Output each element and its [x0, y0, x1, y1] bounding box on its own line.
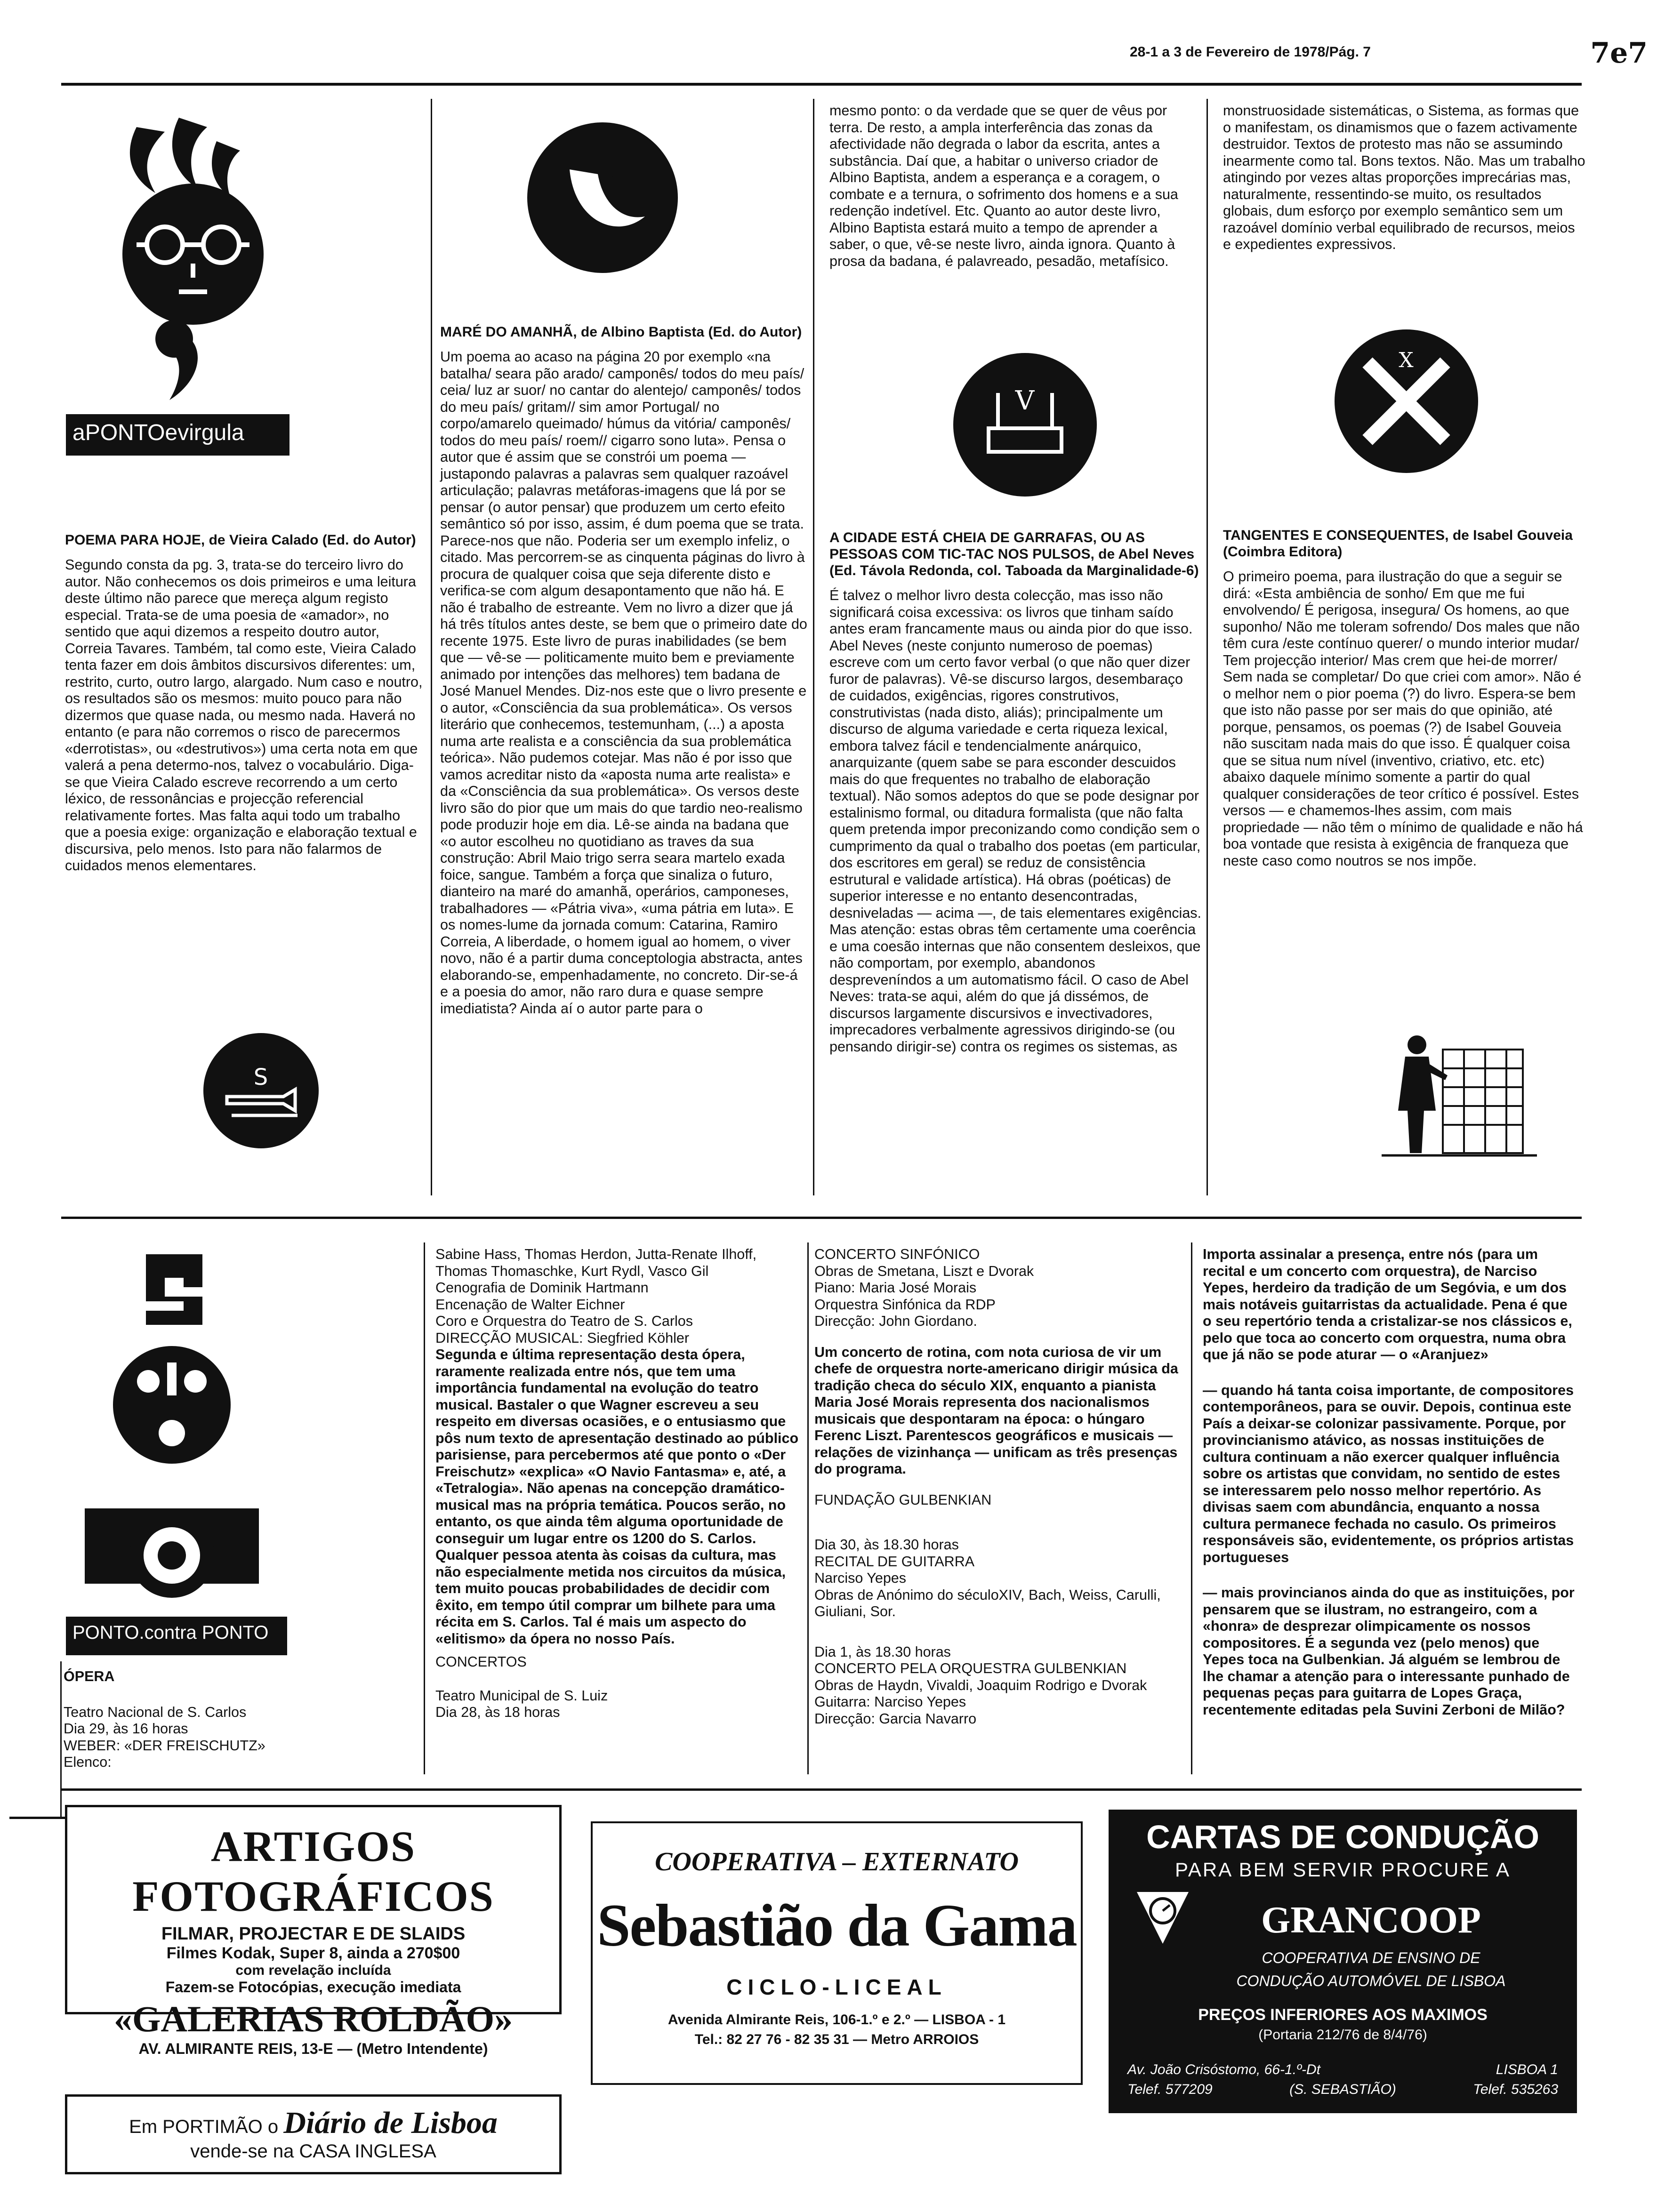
opera-heading: ÓPERA [64, 1668, 115, 1684]
article-poema-para-hoje [65, 532, 425, 881]
emblem-letter: S [253, 1064, 268, 1090]
column-rule-6 [1191, 1242, 1192, 1774]
article-cidade-garrafas [829, 529, 1201, 1062]
ad-phone-right: Telef. 535263 [1473, 2082, 1558, 2097]
ad-portaria: (Portaria 212/76 de 8/4/76) [1258, 2027, 1427, 2043]
ad-coop-line: COOPERATIVA DE ENSINO DE [1262, 1949, 1480, 1966]
ad-line: FILMAR, PROJECTAR E DE SLAIDS [161, 1924, 466, 1944]
ad-portimao [65, 2094, 562, 2174]
ad-phone-mid: (S. SEBASTIÃO) [1289, 2082, 1396, 2097]
ad-phone-row [1109, 2082, 1577, 2098]
ad-address-row [1109, 2062, 1577, 2078]
article-body: É talvez o melhor livro desta colecção, mas isso não significará coisa excessiva: os livros que tinham saído antes eram francamente maus ou ainda pior do que isso. Abel Neves (neste conjunto numeroso de poemas) escreve com um certo favor verbal (o que não quer dizer furor de palavras). Vê-se discurso largos, desembaraço de cuidados, exigências, rigores construtivos, construtivistas (nada disto, aliás); principalmente um discurso de alguma variedade e certa riqueza lexical, embora talvez fácil e tendencialmente anárquico, anarquizante (quem sabe se para esconder descuidos mais do que frequentes no trabalho de elaboração textual). Não somos adeptos do que se pode designar por estalinismo formal, ou ditadura formalista (que não falta quem pretenda impor preconizando como condição sem o cumprimento da qual o trabalho dos poetas (em particular, dos escritores em geral) se reduz de consistência estrutural e validade artística). Há obras (poéticas) de superior interesse e no entanto desencontradas, desniveladas — acima —, de tais elementares exigências. Mas atenção: estas obras têm certamente uma coerência e uma coesão internas que não consentem desleixos, que não comportam, por exemplo, abandonos despreveníndos a um automatismo fácil. O caso de Abel Neves: trata-se aqui, além do que já dissémos, de discursos largamente discursivos e invectivadores, imprecadores verbalmente agressivos dirigindo-se (ou pensando dirigir-se) contra os regimes os sistemas, as [829, 587, 1202, 1055]
article-body: Segundo consta da pg. 3, trata-se do terceiro livro do autor. Não conhecemos os dois primeiros e uma leitura deste último não parece que mereça algum registo especial. Trata-se de uma poesia de «amador», no sentido que aqui dizemos a respeito doutro autor, Correia Tavares. Também, tal como este, Vieira Calado tenta fazer em dois âmbitos discursivos diferentes: um, restrito, curto, outro largo, alargado. Num caso e noutro, os resultados são os mesmos: muito pouco para não dizermos que quase nada, ou mesmo nada. Haverá no entanto (e para não corremos o risco de parecermos «derrotistas», ou «destrutivos») uma certa nota em que valerá a pena determo-nos, talvez o vocabulário. Diga-se que Vieira Calado escreve recorrendo a um certo léxico, de ressonâncias e projecção referencial relativamente fortes. Mas falta aqui todo um trabalho que a poesia exige: organização e elaboração textual e discursiva, pelo menos. Isto para não falarmos de cuidados menos elementares. [65, 557, 423, 874]
yepes-commentary [1203, 1246, 1579, 1725]
opera-listing [64, 1668, 421, 1771]
opera-commentary: Segunda e última representação desta ópera, raramente realizada entre nós, que tem uma importância fundamental na evolução do teatro musical. Bastaler o que Wagner escreveu a seu respeito em diversas ocasiões, e o entusiasmo que pôs num texto de apresentação destinado ao público parisiense, para percebermos até que ponto o «Der Freischutz» «explica» «O Navio Fantasma» e, até, a «Tetralogia». Não apenas na concepção dramático-musical mas na própria temática. Poucos serão, no entanto, os que ainda têm alguma oportunidade de conseguir um lugar entre os 1200 do S. Carlos. Qualquer pessoa atenta às coisas da cultura, mas não especialmente metida nos circuitos da música, tem muito poucas probabilidades de decidir com êxito, em tempo útil comprar um bilhete para uma récita em S. Carlos. Tal é mais um aspecto do «elitismo» da ópera no nosso País. [435, 1346, 799, 1647]
ad-address-left: Av. João Crisóstomo, 66-1.º-Dt [1127, 2062, 1320, 2077]
gulbenkian-heading: FUNDAÇÃO GULBENKIAN [814, 1491, 992, 1508]
section-emblem-ponto-contra-ponto [66, 1245, 282, 1621]
sinfonico-commentary: Um concerto de rotina, com nota curiosa de vir um chefe de orquestra norte-americano dirigir música da tradição checa do século XIX, enquanto a pianista Maria José Morais representa dos nacionalismos musicais que despontaram na época: o húngaro Ferenc Liszt. Parentescos geográficos e musicais — relações de vizinhança — unificam as três presenças do programa. [814, 1344, 1178, 1477]
ad-brand: GRANCOOP [1261, 1899, 1481, 1941]
left-margin-rule [60, 1661, 62, 1817]
ad-paper-name: Diário de Lisboa [283, 2106, 498, 2140]
article-title: TANGENTES E CONSEQUENTES, de Isabel Gouveia (Coimbra Editora) [1223, 528, 1573, 560]
ad-line: Fazem-se Fotocópias, execução imediata [165, 1979, 461, 1996]
yepes-commentary-2: — quando há tanta coisa importante, de compositores contemporâneos, para se ouvir. Depois, continua este País a deixar-se colonizar passivamente. Porque, por provincianismo atávico, as nossas instituições de cultura continuam a não exercer qualquer influência sobre os artistas que convidam, no sentido de estes se interessarem pelo nosso melhor repertório. As divisas saem com abundância, enquanto a nossa cultura permanece fechada no casulo. Os primeiros responsáveis são, evidentemente, os próprios artistas portugueses [1203, 1382, 1574, 1565]
ad-sebastiao-da-gama [591, 1821, 1083, 2085]
ad-phone-left: Telef. 577209 [1127, 2082, 1213, 2097]
column-rule-3 [1207, 99, 1208, 1195]
article-title: A CIDADE ESTÁ CHEIA DE GARRAFAS, OU AS PESSOAS COM TIC-TAC NOS PULSOS, de Abel Neves (Ed. Távola Redonda, col. Taboada da Marginalidade-6) [829, 530, 1199, 578]
ad-coop-line: CONDUÇÃO AUTOMÓVEL DE LISBOA [1236, 1972, 1506, 1989]
column-rule-1 [431, 99, 432, 1195]
yepes-commentary-3: — mais provincianos ainda do que as instituições, por pensarem que se ilustram, no estrangeiro, com a «honra» de desprezar olimpicamente os nossos compositores. É a segunda vez (pelo menos) que Yepes toca na Gulbenkian. Já alguém se lembrou de lhe chamar a atenção para o interessante punhado de pequenas peças para guitarra de Lopes Graça, recentemente editadas pela Suvini Zerboni de Milão? [1203, 1585, 1575, 1718]
ad-title: CARTAS DE CONDUÇÃO [1146, 1819, 1539, 1855]
section-emblem-ponto-virgula [66, 99, 287, 400]
ad-cartas-de-conducao [1109, 1810, 1577, 2113]
column-rule-4 [424, 1242, 425, 1774]
emblem-v-frame-circle [953, 353, 1097, 497]
gulbenkian-concert-listing: Dia 1, às 18.30 horas CONCERTO PELA ORQUESTRA GULBENKIAN Obras de Haydn, Vivaldi, Joaquim Rodrigo e Dvorak Guitarra: Narciso Yepes Direcção: Garcia Navarro [814, 1643, 1147, 1727]
sinfonico-listing: CONCERTO SINFÓNICO Obras de Smetana, Liszt e Dvorak Piano: Maria José Morais Orquestra Sinfónica da RDP Direcção: John Giordano. [814, 1246, 1034, 1329]
publication-logo: 7e7 [1590, 37, 1648, 70]
section-label-ponto-virgula: aPONTOevirgula [66, 414, 290, 456]
engraving-illustration [1372, 993, 1546, 1167]
ad-logo [1132, 1887, 1193, 1948]
ad-portimao-line [67, 2105, 559, 2141]
emblem-s-circle [203, 1033, 319, 1148]
ad-suffix: vende-se na CASA INGLESA [190, 2141, 436, 2162]
concert-listings [814, 1246, 1186, 1727]
article-tangentes [1223, 527, 1585, 876]
ad-sub: PARA BEM SERVIR PROCURE A [1175, 1859, 1511, 1881]
ads-top-rule [61, 1788, 1582, 1791]
ad-address-right: LISBOA 1 [1496, 2062, 1558, 2077]
article-body: O primeiro poema, para ilustração do que a seguir se dirá: «Esta ambiência de sonho/ Em que me fui envolvendo/ É perigosa, insegura/ Os homens, ao que suponho/ Não me toleram sofrendo/ Dos males que não têm cura /este contínuo querer/ o mundo interior mudar/ Tem projecção interior/ Mas crem que hei-de morrer/ Sem nada se completar/ Do que criei com amor». Não é o melhor nem o pior poema (?) do livro. Espera-se bem que isto não passe por ser mais do que opinião, até porque, pensamos, os poemas (?) de Isabel Gouveia não suscitam nada mais do que isso. É qualquer coisa que se situa num nível (inventivo, criativo, etc. etc) abaixo daquele mínimo somente a partir do qual qualquer considerações de teor crítico é possível. Estes versos — e chamemos-lhes assim, com mais propriedade — não têm o mínimo de qualidade e não há boa vontade que resista à exigência de franqueza que neste caso como noutros se nos impõe. [1223, 569, 1583, 869]
concertos-heading: CONCERTOS [435, 1654, 527, 1670]
left-tick [9, 1817, 66, 1819]
opera-cast-block [435, 1246, 803, 1721]
issue-date: 28-1 a 3 de Fevereiro de 1978/Pág. 7 [1130, 44, 1371, 60]
yepes-commentary-1: Importa assinalar a presença, entre nós (para um recital e um concerto com orquestra), de Narciso Yepes, herdeiro da tradição de um Segóvia, e um dos mais notáveis guitarristas da actualidade. Pena é que o seu repertório tenda a cristalizar-se nos clássicos e, pelo que toca ao concerto com orquestra, numa obra que já não se pode aturar — o «Aranjuez» [1203, 1246, 1572, 1362]
recital-listing: Dia 30, às 18.30 horas RECITAL DE GUITARRA Narciso Yepes Obras de Anónimo do séculoXIV, Bach, Weiss, Carulli, Giuliani, Sor. [814, 1537, 1161, 1619]
article-title: POEMA PARA HOJE, de Vieira Calado (Ed. do Autor) [65, 532, 416, 548]
article-mare-do-amanha [440, 324, 807, 1024]
opera-cast: Sabine Hass, Thomas Herdon, Jutta-Renate Ilhoff, Thomas Thomaschke, Kurt Rydl, Vasco Gil Cenografia de Dominik Hartmann Encenação de Walter Eichner Coro e Orquestra do Teatro de S. Carlos DIRECÇÃO MUSICAL: Siegfried Köhler [435, 1246, 757, 1346]
article-title: MARÉ DO AMANHÃ, de Albino Baptista (Ed. do Autor) [440, 324, 802, 340]
ad-school-name: Sebastião da Gama [597, 1892, 1077, 1959]
opera-venue: Teatro Nacional de S. Carlos Dia 29, às 16 horas WEBER: «DER FREISCHUTZ» Elenco: [64, 1704, 265, 1770]
emblem-x-circle [1335, 329, 1478, 473]
section-label-ponto-contra-ponto: PONTO.contra PONTO [66, 1617, 287, 1655]
ad-artigos-fotograficos [65, 1805, 562, 2057]
emblem-letter: V [1015, 385, 1035, 416]
page-header [1130, 37, 1648, 70]
column-rule-2 [813, 99, 814, 1195]
header-rule [61, 83, 1582, 86]
article-body: Um poema ao acaso na página 20 por exemplo «na batalha/ seara pão arado/ camponês/ todos do meu país/ ceia/ luz ar suor/ no cantar do alentejo/ camponês/ todos do meu país/ gritam// sim amor Portugal/ no corpo/amarelo queimado/ húmus da vitória/ camponês/ todos do meu país/ roem// cigarro sono luta». Pensa o autor que é assim que se constrói um poema — justapondo palavras a palavras sem qualquer razoável articulação; palavras metáforas-imagens que lá por se pensar (o autor pensar) que produzem um certo efeito semântico só por isso, assim, é dum poema que se trata. Parece-nos que não. Poderia ser um exemplo infeliz, o citado. Mas percorrem-se as cinquenta páginas do livro à procura de qualquer coisa que seja diferente disto e verifica-se com algum desapontamento que não há. E não é trabalho de estreante. Vem no livro a dizer que já há três títulos antes deste, se bem que o primeiro date do recente 1975. Este livro de puras inabilidades (se bem que — vê-se — politicamente muito bem e previamente animado por intenções das melhores) tem badana de José Manuel Mendes. Diz-nos este que o livro presente e o autor, «Consciência da sua problemática». Os versos literário que conhecemos, testemunham, (...) a aposta numa arte realista e a consciência da sua problemática teórica». Não pudemos cotejar. Mas não é por isso que vamos acreditar nisto da «aposta numa arte realista» e da «Consciência da sua problemática». Os versos deste livro são do pior que um mais do que tardio neo-realismo pode produzir hoje em dia. Lê-se ainda na badana que «o autor escolheu no quotidiano as traves da sua construção: Abril Maio trigo serra seara martelo exada foice, sangue. Também a força que sinaliza o futuro, dianteiro na maré do amanhã, operários, camponeses, trabalhadores — «Pátria viva», «uma pátria em luta». E os nomes-lume da jornada comum: Catarina, Ramiro Correia, A liberdade, o homem igual ao homem, o viver novo, não é a partir duma conceptologia abstracta, antes elaborando-se, empenhadamente, no concreto. Dir-se-á e a poesia do amor, não raro dura e quase sempre imediatista? Ainda aí o autor parte para o [440, 349, 807, 1017]
ad-line: com revelação incluída [235, 1963, 391, 1978]
section-divider [61, 1217, 1582, 1219]
emblem-letter: V [597, 164, 617, 195]
emblem-letter: X [1399, 348, 1414, 372]
ad-prices: PREÇOS INFERIORES AOS MAXIMOS [1198, 2006, 1488, 2024]
article-continuation: monstruosidade sistemáticas, o Sistema, as formas que o manifestam, os dinamismos que o fazem activamente destruidor. Textos de protesto mas não se assumindo inearmente como tal. Bons textos. Não. Mas um trabalho atingindo por vezes altas proporções imprecárias mas, naturalmente, ressentindo-se muito, os resultados globais, dum esforço por exemplo semântico sem um razoável domínio verbal equilibrado de recursos, meios e expedientes expressivos. [1223, 103, 1585, 252]
column-rule-5 [807, 1242, 809, 1774]
ad-title: ARTIGOS FOTOGRÁFICOS [132, 1822, 494, 1920]
article-cidade-continuation [1223, 103, 1585, 260]
ad-address: Avenida Almirante Reis, 106-1.º e 2.º — LISBOA - 1 [668, 2012, 1006, 2028]
concertos-venue: Teatro Municipal de S. Luiz Dia 28, às 18 horas [435, 1687, 608, 1720]
ad-prefix: Em PORTIMÃO o [129, 2116, 279, 2137]
ad-top: COOPERATIVA – EXTERNATO [655, 1847, 1019, 1876]
ad-shop-name: «GALERIAS ROLDÃO» [113, 1998, 513, 2039]
ad-line: Filmes Kodak, Super 8, ainda a 270$00 [166, 1944, 460, 1962]
ad-sub: CICLO-LICEAL [726, 1975, 947, 1999]
article-continuation: mesmo ponto: o da verdade que se quer de vêus por terra. De resto, a ampla interferência das zonas da afectividade não degrada o labor da escrita, antes a substância. Daí que, a habitar o universo criador de Albino Baptista, andem a esperança e a coragem, o combate e a ternura, o sofrimento dos homens e a sua redenção indetível. Etc. Quanto ao autor deste livro, Albino Baptista estará muito a tempo de aprender a saber, o que, vê-se neste livro, ainda ignora. Quanto à prosa da badana, é palavreado, pesadão, metafísico. [829, 103, 1178, 269]
article-mare-continuation [829, 103, 1197, 276]
ad-phone: Tel.: 82 27 76 - 82 35 31 — Metro ARROIOS [694, 2032, 979, 2047]
ad-address: AV. ALMIRANTE REIS, 13-E — (Metro Intendente) [138, 2040, 488, 2057]
emblem-v-circle [527, 122, 678, 273]
